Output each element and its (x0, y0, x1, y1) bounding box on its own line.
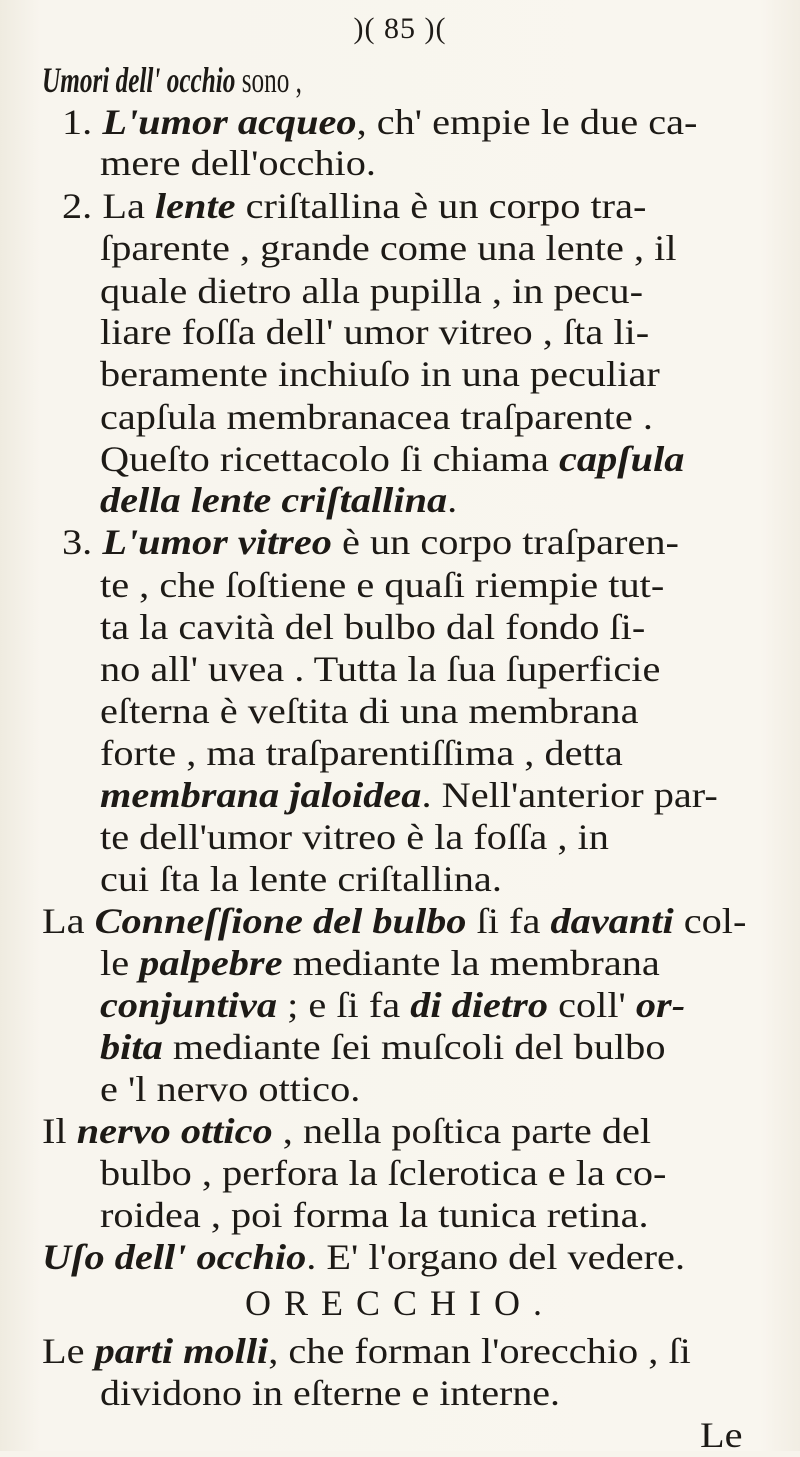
text-run: ta la cavità del bulbo dal fondo ſi- (100, 607, 646, 647)
text-run: . (447, 480, 458, 520)
text-line (100, 941, 660, 985)
text-run: 3. (62, 522, 103, 562)
text-run: Queſto ricettacolo ſi chiama (100, 439, 560, 479)
italic-term: lente (154, 186, 236, 226)
text-run: , nella poſtica parte del (272, 1111, 652, 1151)
text-line (100, 141, 376, 185)
italic-term: L'umor vitreo (102, 522, 332, 562)
text-run: mere dell'occhio. (100, 143, 376, 183)
text-run: quale dietro alla pupilla , in pecu- (100, 271, 644, 311)
text-run: bulbo , perfora la ſclerotica e la co- (100, 1153, 667, 1193)
text-run: beramente inchiuſo in una peculiar (100, 354, 660, 394)
text-run: ORECCHIO. (244, 1283, 555, 1323)
text-run: 1. (62, 102, 103, 142)
text-line (100, 815, 609, 859)
text-run: . E' l'organo del vedere. (306, 1237, 686, 1277)
text-run: ſparente , grande come una lente , il (100, 228, 677, 268)
text-line (100, 437, 684, 481)
italic-term: Conneſſione del bulbo (94, 901, 467, 941)
italic-term: membrana jaloidea (100, 775, 422, 815)
text-line (100, 395, 653, 439)
text-run: capſula membranacea traſparente . (100, 397, 653, 437)
text-run: sono , (235, 60, 302, 100)
text-run: te , che ſoſtiene e quaſi riempie tut- (100, 565, 665, 605)
italic-term: palpebre (139, 943, 283, 983)
text-run: . Nell'anterior par- (421, 775, 718, 815)
text-run: Il (42, 1111, 77, 1151)
text-line (42, 1235, 685, 1279)
text-run: 2. La (62, 186, 155, 226)
text-run: ſi fa (466, 901, 551, 941)
text-run: ; e ſi fa (276, 985, 411, 1025)
text-run: Le (42, 1331, 95, 1371)
italic-term: di dietro (410, 985, 548, 1025)
text-line (100, 563, 664, 607)
text-line (100, 1067, 360, 1111)
text-line (100, 1193, 649, 1237)
italic-term: capſula (559, 439, 685, 479)
text-run: col- (673, 901, 747, 941)
text-run: Le (700, 1415, 743, 1455)
text-line (100, 773, 718, 817)
italic-term: Umori dell' occhio (42, 60, 236, 100)
text-line (42, 1109, 651, 1153)
italic-term: L'umor acqueo (102, 102, 357, 142)
text-line (700, 1413, 743, 1457)
text-run: roidea , poi forma la tunica retina. (100, 1195, 649, 1235)
text-line (100, 269, 643, 313)
text-line (62, 520, 679, 564)
text-run: no all' uvea . Tutta la ſua ſuperficie (100, 649, 661, 689)
text-line (42, 899, 746, 943)
italic-term: davanti (550, 901, 674, 941)
text-line (100, 689, 638, 733)
italic-term: bita (100, 1027, 163, 1067)
text-run: dividono in eſterne e interne. (100, 1373, 561, 1413)
page-number-header: )( 85 )( (353, 12, 447, 45)
text-line (100, 226, 677, 270)
text-run: e 'l nervo ottico. (100, 1069, 361, 1109)
italic-term: conjuntiva (100, 985, 277, 1025)
text-line (62, 184, 646, 228)
italic-term: Uſo dell' occhio (42, 1237, 307, 1277)
italic-term: or- (635, 985, 686, 1025)
text-line (100, 647, 660, 691)
text-line (62, 100, 697, 144)
text-line (100, 605, 645, 649)
text-line (42, 1329, 691, 1373)
text-run: criſtallina è un corpo tra- (235, 186, 647, 226)
text-line (100, 1151, 666, 1195)
text-run: La (42, 901, 95, 941)
text-run: mediante ſei muſcoli del bulbo (162, 1027, 666, 1067)
text-run: , ch' empie le due ca- (356, 102, 698, 142)
text-run: mediante la membrana (282, 943, 660, 983)
text-run: è un corpo traſparen- (331, 522, 679, 562)
text-line (100, 731, 623, 775)
text-line (100, 352, 660, 396)
text-line (100, 983, 685, 1027)
italic-term: della lente criſtallina (100, 480, 448, 520)
text-run: coll' (547, 985, 636, 1025)
text-run: eſterna è veſtita di una membrana (100, 691, 639, 731)
text-run: liare foſſa dell' umor vitreo , ſta li- (100, 312, 650, 352)
text-line (100, 478, 457, 522)
text-run: forte , ma traſparentiſſima , detta (100, 733, 623, 773)
text-line (100, 1371, 560, 1415)
italic-term: nervo ottico (76, 1111, 273, 1151)
text-run: te dell'umor vitreo è la foſſa , in (100, 817, 609, 857)
section-heading (0, 1282, 800, 1324)
text-line (100, 310, 649, 354)
text-run: le (100, 943, 140, 983)
text-line (100, 857, 502, 901)
text-run: , che forman l'orecchio , ſi (268, 1331, 691, 1371)
italic-term: parti molli (94, 1331, 269, 1371)
text-run: cui ſta la lente criſtallina. (100, 859, 502, 899)
text-line (100, 1025, 666, 1069)
text-line (42, 58, 302, 102)
